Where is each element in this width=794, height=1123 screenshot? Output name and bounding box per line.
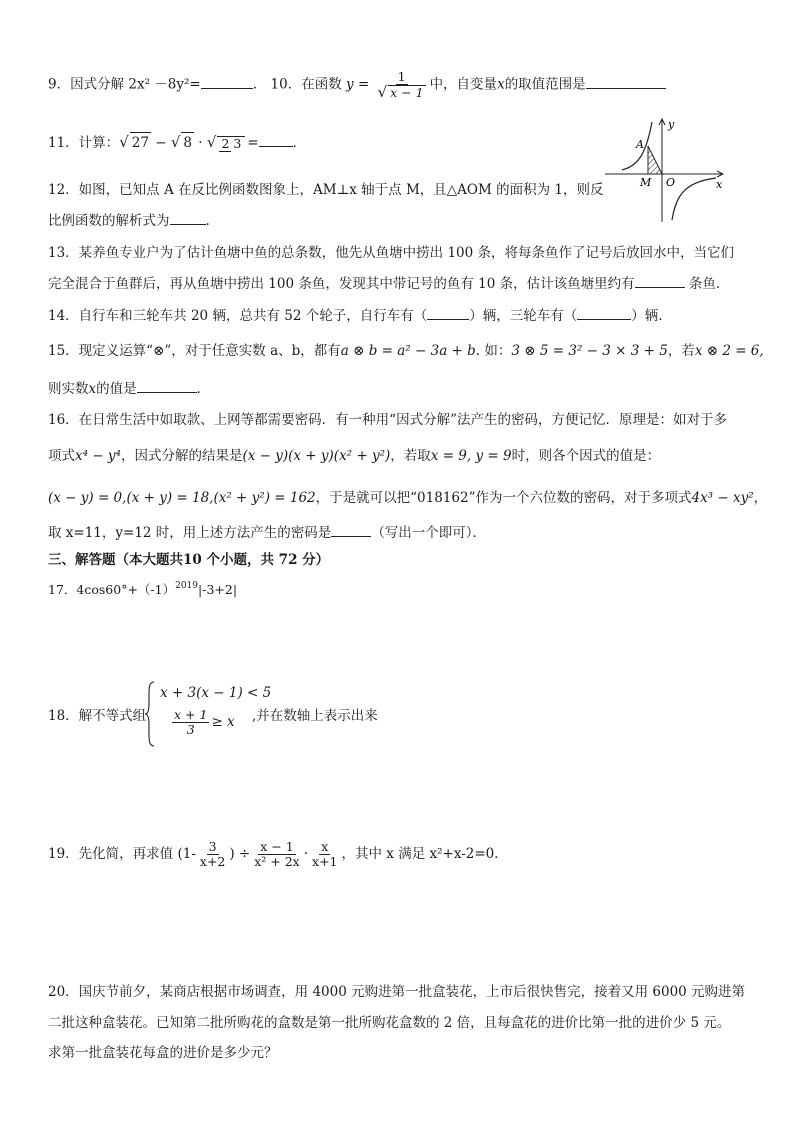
question-15-line2 <box>48 378 210 399</box>
q12-answer-blank[interactable] <box>170 210 206 225</box>
q11-frac-den: 3 <box>233 136 242 151</box>
question-13-line2 <box>48 273 720 294</box>
q10-radicand: x − 1 <box>390 85 424 100</box>
q19-frac2-den: x² + 2x <box>254 854 300 869</box>
q10-text: 10．在函数 <box>270 76 342 93</box>
q10-x: x <box>497 76 505 93</box>
q19-tail: ，其中 x 满足 x²+x-2=0． <box>341 846 508 862</box>
q11-tail: ． <box>292 135 307 151</box>
q9-tail: ． <box>252 76 267 93</box>
question-16-line1: 16．在日常生活中如取款、上网等都需要密码．有一种用“因式分解”法产生的密码，方便记忆．原理是：如对于多 <box>48 412 727 428</box>
question-13-line1: 13．某养鱼专业户为了估计鱼塘中鱼的总条数，他先从鱼塘中捞出 100 条，将每条鱼作了记号后放回水中，当它们 <box>48 245 735 261</box>
q16-poly1: x⁴ − y⁴ <box>75 448 121 464</box>
q19-frac3-den: x+1 <box>312 854 338 869</box>
q13-tail: 条鱼. <box>684 276 721 292</box>
q16-line4-text: 取 x=11，y=12 时，用上述方法产生的密码是 <box>48 525 332 541</box>
q10-tail2: 的取值范围是 <box>504 76 586 93</box>
q19-frac2 <box>252 840 301 869</box>
q18-rhs: ≥ x <box>211 714 235 730</box>
question-9-10 <box>48 70 666 100</box>
q19-dot: · <box>303 846 309 862</box>
q19-frac1-den: x+2 <box>199 854 226 869</box>
q18-tail: ,并在数轴上表示出来 <box>252 708 378 724</box>
q16-line2d: 时，则各个因式的值是： <box>511 448 661 464</box>
hyperbola-branch-right <box>672 178 716 220</box>
question-11: 11．计算：√ 27 − √ 8 · √ 2 3 = ． <box>48 133 307 151</box>
q10-fraction <box>376 70 428 100</box>
q15-mid: . 如： <box>475 343 512 359</box>
q15-if: ，若 <box>667 343 695 359</box>
q19-frac1-num: 3 <box>208 839 217 854</box>
q18-inequality-1: x + 3(x − 1) < 5 <box>160 685 272 701</box>
question-15-line1 <box>48 341 764 361</box>
q19-frac3 <box>310 840 339 869</box>
q10-y: y <box>346 76 354 93</box>
question-16-line2 <box>48 446 660 466</box>
q14-text: 14．自行车和三轮车共 20 辆，总共有 52 个轮子，自行车有（ <box>48 308 428 324</box>
q19-frac1 <box>198 840 227 869</box>
q19-frac3-num: x <box>321 839 329 854</box>
q10-eq: = <box>357 76 370 93</box>
q11-text: 11．计算： <box>48 135 120 151</box>
q10-tail: 中，自变量 <box>429 76 498 93</box>
label-O: O <box>666 176 676 189</box>
question-16-line3 <box>48 488 767 508</box>
q16-line2c: ，若取 <box>390 448 431 464</box>
q16-answer-blank[interactable] <box>331 522 371 537</box>
q11-answer-blank[interactable] <box>259 132 293 147</box>
q10-frac-num: 1 <box>397 69 406 84</box>
q13-line2-text: 完全混合于鱼群后，再从鱼塘中捞出 100 条鱼，发现其中带记号的鱼有 10 条，估计该鱼塘里约有 <box>48 276 635 292</box>
question-20-line1: 20．国庆节前夕，某商店根据市场调查，用 4000 元购进第一批盒装花，上市后很快售完，接着又用 6000 元购进第 <box>48 984 746 1000</box>
q18-brace <box>144 680 156 748</box>
q15-definition: a ⊗ b = a² − 3a + b <box>340 343 476 359</box>
question-17 <box>48 580 237 600</box>
q16-line3b: ，于是就可以把“018162”作为一个六位数的密码，对于多项式 <box>315 490 692 506</box>
q15-answer-blank[interactable] <box>137 378 197 393</box>
question-20-line2: 二批这种盒装花。已知第二批所购花的盒数是第一批所购花盒数的 2 倍，且每盒花的进价比第一批的进价少 5 元。 <box>48 1015 731 1031</box>
label-x: x <box>716 178 723 191</box>
q10-frac-den: √ x − 1 <box>377 83 424 101</box>
q16-line3c: ， <box>753 490 768 506</box>
q17-exponent: 2019 <box>175 581 199 591</box>
q19-mid: ) ÷ <box>229 846 251 862</box>
triangle-AOM <box>648 146 662 174</box>
q15-tail: ． <box>196 381 211 397</box>
q18-frac-num: x + 1 <box>174 707 208 722</box>
q17-tail: |-3+2| <box>198 582 238 597</box>
q14-mid: ）辆，三轮车有（ <box>469 308 578 324</box>
q12-line2-text: 比例函数的解析式为 <box>48 213 170 229</box>
q19-frac2-num: x − 1 <box>260 839 294 854</box>
q19-label: 19．先化简，再求值 (1- <box>48 846 196 862</box>
q16-line4b: （写出一个即可）． <box>371 525 487 541</box>
q15-condition: x ⊗ 2 = 6, <box>694 343 764 359</box>
q15-x: x <box>88 381 97 397</box>
q11-sqrt8: 8 <box>181 132 194 153</box>
label-y: y <box>668 118 675 131</box>
q16-line2b: ，因式分解的结果是 <box>120 448 243 464</box>
q14-tail: ）辆. <box>631 308 663 324</box>
q15-line2-text: 则实数 <box>48 381 89 397</box>
q16-poly2: 4x³ − xy² <box>691 490 754 506</box>
q11-sqrt27: 27 <box>130 132 151 153</box>
q18-frac-den: 3 <box>186 722 195 737</box>
q17-text: 17．4cos60°+（-1） <box>48 582 176 597</box>
label-M: M <box>640 176 652 189</box>
q15-line2b: 的值是 <box>96 381 137 397</box>
q11-frac <box>217 136 245 151</box>
question-12-line2 <box>48 210 210 231</box>
inverse-function-graph <box>600 116 730 226</box>
question-14 <box>48 305 663 326</box>
q16-line2a: 项式 <box>48 448 75 464</box>
q9-text: 9．因式分解 2x² －8y²= <box>48 76 201 93</box>
q16-vals: x = 9, y = 9 <box>430 448 512 464</box>
question-20-line3: 求第一批盒装花每盒的进价是多少元？ <box>48 1045 278 1061</box>
q10-answer-blank[interactable] <box>586 74 666 89</box>
q16-factor-values: (x − y) = 0,(x + y) = 18,(x² + y²) = 162 <box>48 490 316 506</box>
q15-text: 15．现定义运算“⊗”，对于任意实数 a、b，都有 <box>48 343 341 359</box>
label-A: A <box>636 138 644 151</box>
q13-answer-blank[interactable] <box>635 273 685 288</box>
q18-inequality-2 <box>170 708 235 737</box>
q16-factored: (x − y)(x + y)(x² + y²) <box>242 448 391 464</box>
question-19 <box>48 840 508 869</box>
q12-tail: . <box>205 213 210 229</box>
q18-frac <box>172 708 209 737</box>
section-3-heading: 三、解答题（本大题共10 个小题，共 72 分） <box>48 552 330 568</box>
question-12-line1: 12．如图，已知点 A 在反比例函数图象上，AM⊥x 轴于点 M，且△AOM 的面积为 1，则反 <box>48 182 604 198</box>
q11-frac-num: 2 <box>221 136 230 151</box>
q11-eq: = <box>247 135 259 151</box>
q14-tricycle-blank[interactable] <box>577 305 631 320</box>
q15-example: 3 ⊗ 5 = 3² − 3 × 3 + 5 <box>511 343 668 359</box>
q18-label: 18．解不等式组 <box>48 708 147 724</box>
q14-bike-blank[interactable] <box>427 305 469 320</box>
q9-answer-blank[interactable] <box>201 74 253 89</box>
question-16-line4 <box>48 522 486 543</box>
